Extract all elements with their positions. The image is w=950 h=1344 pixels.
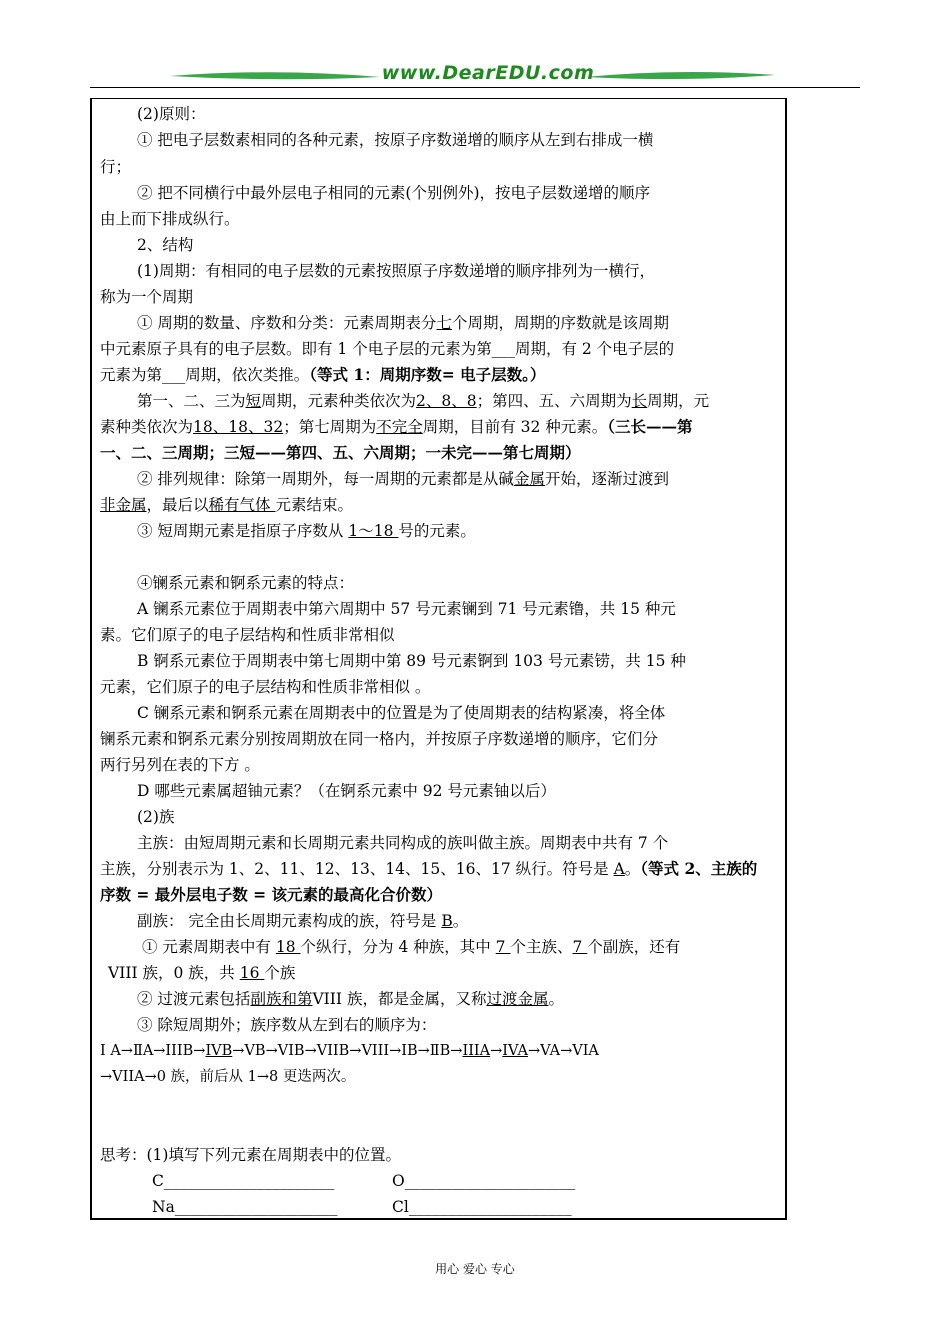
arrangement-line1: ② 排列规律：除第一周期外，每一周期的元素都是从碱金属开始，逐渐过渡到 <box>137 470 669 488</box>
sodium-blank: Na_____________________ <box>152 1198 338 1216</box>
oxygen-blank: O______________________ <box>392 1172 576 1190</box>
lanthanide-c-line3: 两行另列在表的下方 。 <box>100 756 260 774</box>
lanthanide-heading: ④镧系元素和锕系元素的特点： <box>137 574 355 592</box>
rule1-line1: ① 把电子层数素相同的各种元素，按原子序数递增的顺序从左到右排成一横 <box>137 131 654 149</box>
lanthanide-a-line1: A 镧系元素位于周期表中第六周期中 57 号元素镧到 71 号元素镥，共 15 种元 <box>137 600 676 618</box>
group-sequence-line1: Ⅰ A→ⅡA→IIIB→IVB→VB→VIB→VIIB→VIII→ⅠB→ⅡB→IIIA→IVA→VA→VIA <box>100 1043 599 1059</box>
period-count-line2: 中元素原子具有的电子层数。即有 1 个电子层的元素为第___周期，有 2 个电子层的 <box>100 340 675 358</box>
period-definition-line1: (1)周期：有相同的电子层数的元素按照原子序数递增的顺序排列为一横行， <box>137 262 655 280</box>
left-swoosh-icon <box>170 70 380 82</box>
period-types-line2: 素种类依次为18、18、32；第七周期为不完全周期，目前有 32 种元素。（三长——第 <box>100 417 693 436</box>
think-heading: 思考：(1)填写下列元素在周期表中的位置。 <box>100 1146 401 1164</box>
period-definition-line2: 称为一个周期 <box>100 288 194 306</box>
arrangement-line2: 非金属，最后以稀有气体 元素结束。 <box>100 496 353 514</box>
right-swoosh-icon <box>585 70 775 82</box>
transuranium-line: D 哪些元素属超铀元素？（在锕系元素中 92 号元素铀以后） <box>137 782 556 800</box>
lanthanide-c-line1: C 镧系元素和锕系元素在周期表中的位置是为了使周期表的结构紧凑，将全体 <box>137 704 666 722</box>
header-rule <box>90 87 860 88</box>
group-heading: (2)族 <box>137 808 175 826</box>
page-footer: 用心 爱心 专心 <box>435 1262 515 1276</box>
site-logo: www.DearEDU.com <box>381 62 595 84</box>
page-header <box>90 62 860 92</box>
carbon-blank: C______________________ <box>152 1172 335 1190</box>
rule2-line1: ② 把不同横行中最外层电子相同的元素(个别例外)，按电子层数递增的顺序 <box>137 184 651 202</box>
lanthanide-a-line2: 素。它们原子的电子层结构和性质非常相似 <box>100 626 395 644</box>
period-count-line1: ① 周期的数量、序数和分类：元素周期表分七个周期，周期的序数就是该周期 <box>137 314 669 332</box>
main-group-line3: 序数 = 最外层电子数 = 该元素的最高化合价数） <box>100 885 443 904</box>
rule2-line2: 由上而下排成纵行。 <box>100 210 240 228</box>
main-group-line1: 主族：由短周期元素和长周期元素共同构成的族叫做主族。周期表中共有 7 个 <box>137 834 669 852</box>
period-types-line3: 一、二、三周期；三短——第四、五、六周期；一未完——第七周期） <box>100 443 581 462</box>
principle-heading: (2)原则： <box>137 105 206 123</box>
actinide-b-line1: B 锕系元素位于周期表中第七周期中第 89 号元素锕到 103 号元素铹，共 15 种 <box>137 652 686 670</box>
sub-group-line: 副族： 完全由长周期元素构成的族，符号是 B。 <box>137 912 469 930</box>
group-sequence-line2: →VIIA→0 族，前后从 1→8 更迭两次。 <box>100 1069 356 1085</box>
structure-heading: 2、结构 <box>137 236 194 254</box>
lanthanide-c-line2: 镧系元素和锕系元素分别按周期放在同一格内，并按原子序数递增的顺序，它们分 <box>100 730 659 748</box>
period-types-line1: 第一、二、三为短周期，元素种类依次为2、8、8；第四、五、六周期为长周期，元 <box>137 392 710 410</box>
rule1-line2: 行； <box>100 158 132 176</box>
group-count-line2: VIII 族，0 族，共 16 个族 <box>108 964 296 982</box>
short-period-line: ③ 短周期元素是指原子序数从 1～18 号的元素。 <box>137 522 476 540</box>
transition-line: ② 过渡元素包括副族和第VIII 族，都是金属，又称过渡金属。 <box>137 990 564 1008</box>
chlorine-blank: Cl_____________________ <box>392 1198 572 1216</box>
main-group-line2: 主族，分别表示为 1、2、11、12、13、14、15、16、17 纵行。符号是 A。（等式 2、主族的 <box>100 859 758 878</box>
group-order-line: ③ 除短周期外；族序数从左到右的顺序为： <box>137 1016 437 1034</box>
group-count-line1: ① 元素周期表中有 18 个纵行，分为 4 种族，其中 7 个主族、7 个副族，还有 <box>142 938 681 956</box>
actinide-b-line2: 元素，它们原子的电子层结构和性质非常相似 。 <box>100 678 431 696</box>
period-count-line3: 元素为第___周期，依次类推。（等式 1：周期序数= 电子层数。） <box>100 365 546 384</box>
